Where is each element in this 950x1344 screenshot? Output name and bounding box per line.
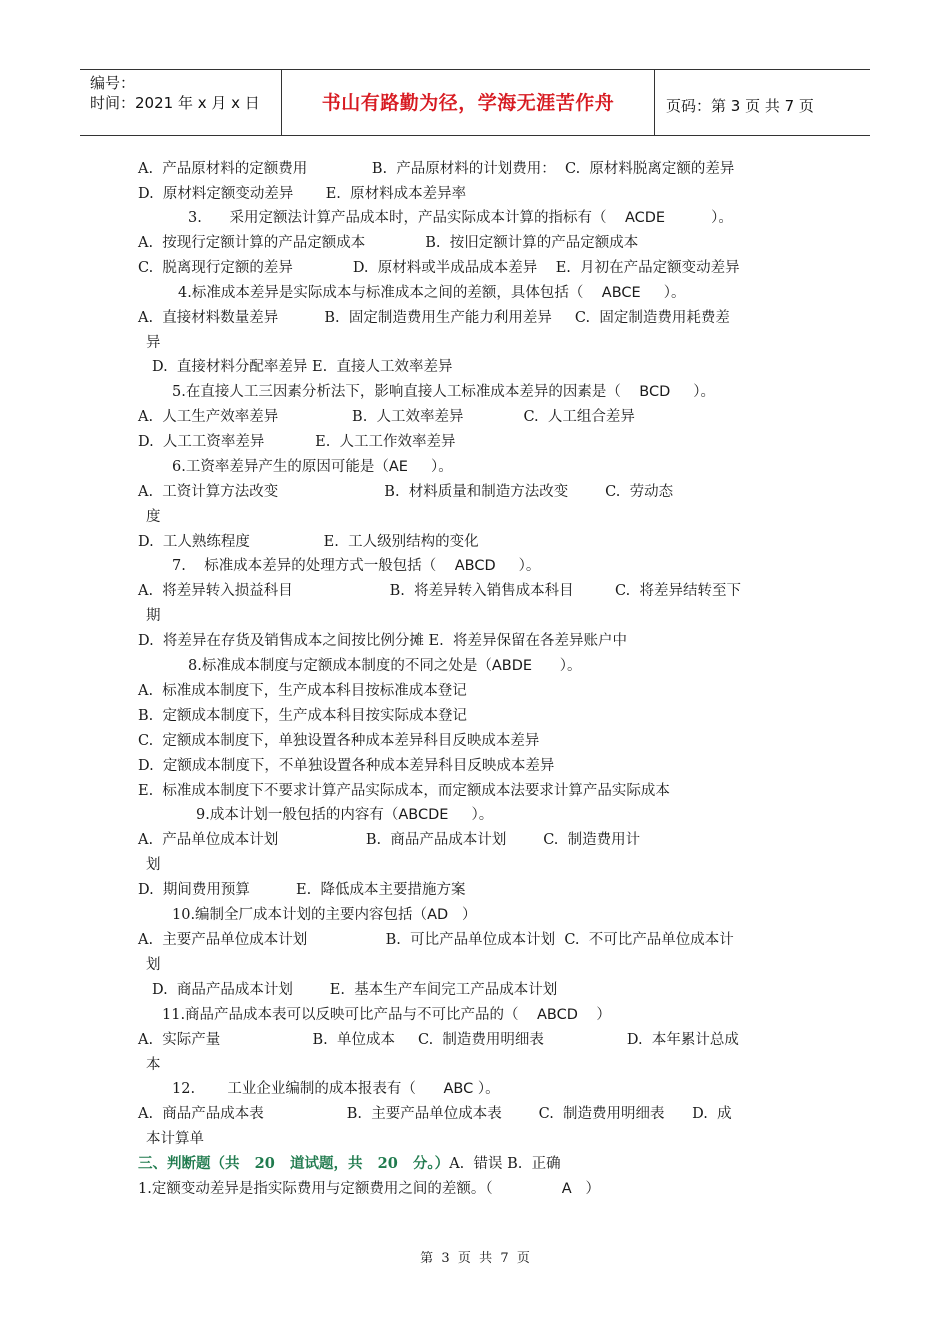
line-text: A. 人工生产效率差异 B. 人工效率差异 C. 人工组合差异 <box>138 409 635 425</box>
header-top-rule <box>80 69 870 70</box>
header-time-label: 时间：2021 年 x 月 x 日 <box>90 94 260 112</box>
text-line <box>138 308 730 328</box>
line-suffix: ）。 <box>407 459 453 475</box>
text-line <box>138 532 479 552</box>
line-text: 6.工资率差异产生的原因可能是（ <box>172 459 389 475</box>
line-suffix: ） <box>577 1007 611 1023</box>
text-line <box>138 880 465 900</box>
line-text: D. 原材料定额变动差异 E. 原材料成本差异率 <box>138 186 467 202</box>
line-text: C. 定额成本制度下，单独设置各种成本差异科目反映成本差异 <box>138 733 540 749</box>
line-text: 7. 标准成本差异的处理方式一般包括（ <box>172 558 455 574</box>
line-text: 12. 工业企业编制的成本报表有（ <box>172 1081 444 1097</box>
line-suffix: ）。 <box>665 210 733 226</box>
answer-text: ABCD <box>454 558 496 574</box>
line-text: 1.定额变动差异是指实际费用与定额费用之间的差额。（ <box>138 1181 562 1197</box>
line-text: 4.标准成本差异是实际成本与标准成本之间的差额，具体包括（ <box>178 285 602 301</box>
text-line <box>138 1154 561 1174</box>
text-line <box>146 955 161 975</box>
text-line <box>138 258 740 278</box>
text-line <box>138 731 539 751</box>
answer-text: BCD <box>639 384 671 400</box>
line-text: 期 <box>146 608 161 624</box>
line-text: B. 定额成本制度下，生产成本科目按实际成本登记 <box>138 708 467 724</box>
text-line <box>138 930 734 950</box>
answer-text: A <box>561 1181 572 1197</box>
line-text: 11.商品产品成本表可以反映可比产品与不可比产品的（ <box>162 1007 537 1023</box>
line-text: 9.成本计划一般包括的内容有（ <box>196 807 399 823</box>
text-line <box>172 382 715 402</box>
line-suffix: ）。 <box>473 1081 500 1097</box>
text-line <box>146 855 161 875</box>
line-text: D. 人工工资率差异 E. 人工工作效率差异 <box>138 434 456 450</box>
line-suffix: ）。 <box>532 658 582 674</box>
text-line <box>138 432 456 452</box>
text-line <box>172 457 453 477</box>
line-text: D. 商品产品成本计划 E. 基本生产车间完工产品成本计划 <box>152 982 558 998</box>
line-text: D. 定额成本制度下，不单独设置各种成本差异科目反映成本差异 <box>138 758 555 774</box>
line-suffix: ）。 <box>495 558 541 574</box>
header-divider-right <box>654 69 655 135</box>
line-text: A. 将差异转入损益科目 B. 将差异转入销售成本科目 C. 将差异结转至下 <box>138 583 741 599</box>
text-line <box>138 184 466 204</box>
line-suffix: ）。 <box>640 285 686 301</box>
answer-text: ACDE <box>624 210 666 226</box>
text-line <box>138 756 554 776</box>
text-line <box>138 681 467 701</box>
text-line <box>146 606 161 626</box>
text-line <box>138 1179 600 1199</box>
text-line <box>146 507 161 527</box>
line-text: 10.编制全厂成本计划的主要内容包括（ <box>172 907 428 923</box>
header-page-label: 页码：第 3 页 共 7 页 <box>666 97 814 115</box>
line-suffix: ） <box>571 1181 600 1197</box>
line-text: A. 按现行定额计算的产品定额成本 B. 按旧定额计算的产品定额成本 <box>138 235 639 251</box>
text-line <box>138 1030 739 1050</box>
text-line <box>172 1079 500 1099</box>
line-text: 异 <box>146 335 161 351</box>
text-line <box>138 1104 732 1124</box>
line-text: 划 <box>146 857 161 873</box>
line-text: 度 <box>146 509 161 525</box>
line-text: 3. 采用定额法计算产品成本时，产品实际成本计算的指标有（ <box>188 210 625 226</box>
text-line <box>138 581 741 601</box>
text-line <box>146 1129 204 1149</box>
line-suffix: ） <box>448 907 477 923</box>
answer-text: ABCE <box>601 285 641 301</box>
text-line <box>178 283 685 303</box>
text-line <box>138 631 627 651</box>
line-text: 5.在直接人工三因素分析法下，影响直接人工标准成本差异的因素是（ <box>172 384 640 400</box>
text-line <box>138 159 734 179</box>
line-suffix: ）。 <box>448 807 494 823</box>
line-text: E. 标准成本制度下不要求计算产品实际成本，而定额成本法要求计算产品实际成本 <box>138 783 670 799</box>
line-text: A. 工资计算方法改变 B. 材料质量和制造方法改变 C. 劳动态 <box>138 484 674 500</box>
text-line <box>162 1005 611 1025</box>
line-text: D. 将差异在存货及销售成本之间按比例分摊 E. 将差异保留在各差异账户中 <box>138 633 627 649</box>
line-text: A. 错误 B. 正确 <box>449 1156 561 1172</box>
line-text: A. 标准成本制度下，生产成本科目按标准成本登记 <box>138 683 467 699</box>
text-line <box>138 407 635 427</box>
text-line <box>138 830 640 850</box>
text-line <box>188 208 733 228</box>
line-text: 划 <box>146 957 161 973</box>
answer-text: ABC <box>443 1081 474 1097</box>
text-line <box>152 980 557 1000</box>
section-heading: 三、判断题（共 20 道试题，共 20 分。） <box>138 1155 450 1172</box>
text-line <box>138 706 467 726</box>
answer-text: AE <box>388 459 408 475</box>
header-number-label: 编号： <box>90 74 136 92</box>
answer-text: ABDE <box>491 658 533 674</box>
line-text: A. 产品原材料的定额费用 B. 产品原材料的计划费用： C. 原材料脱离定额的差异 <box>138 161 735 177</box>
text-line <box>138 781 670 801</box>
text-line <box>138 233 638 253</box>
text-line <box>188 656 581 676</box>
line-text: D. 期间费用预算 E. 降低成本主要措施方案 <box>138 882 466 898</box>
line-text: A. 实际产量 B. 单位成本 C. 制造费用明细表 D. 本年累计总成 <box>138 1032 739 1048</box>
line-text: C. 脱离现行定额的差异 D. 原材料或半成品成本差异 E. 月初在产品定额变动差异 <box>138 260 740 276</box>
text-line <box>138 482 673 502</box>
text-line <box>196 805 493 825</box>
line-text: D. 工人熟练程度 E. 工人级别结构的变化 <box>138 534 479 550</box>
line-text: A. 直接材料数量差异 B. 固定制造费用生产能力利用差异 C. 固定制造费用耗费差 <box>138 310 730 326</box>
line-text: 本计算单 <box>146 1131 204 1147</box>
answer-text: AD <box>427 907 449 923</box>
line-text: A. 产品单位成本计划 B. 商品产品成本计划 C. 制造费用计 <box>138 832 641 848</box>
line-text: A. 主要产品单位成本计划 B. 可比产品单位成本计划 C. 不可比产品单位成本计 <box>138 932 734 948</box>
text-line <box>172 905 476 925</box>
answer-text: ABCD <box>537 1007 578 1023</box>
line-text: 本 <box>146 1057 161 1073</box>
answer-text: ABCDE <box>398 807 449 823</box>
line-suffix: ）。 <box>670 384 716 400</box>
line-text: D. 直接材料分配率差异 E. 直接人工效率差异 <box>152 359 453 375</box>
line-text: 8.标准成本制度与定额成本制度的不同之处是（ <box>188 658 492 674</box>
text-line <box>146 1055 161 1075</box>
text-line <box>146 333 161 353</box>
header-bottom-rule <box>80 135 870 136</box>
page-footer: 第 3 页 共 7 页 <box>420 1251 530 1266</box>
line-text: A. 商品产品成本表 B. 主要产品单位成本表 C. 制造费用明细表 D. 成 <box>138 1106 732 1122</box>
text-line <box>172 556 540 576</box>
text-line <box>152 357 452 377</box>
header-motto: 书山有路勤为径，学海无涯苦作舟 <box>321 92 615 114</box>
